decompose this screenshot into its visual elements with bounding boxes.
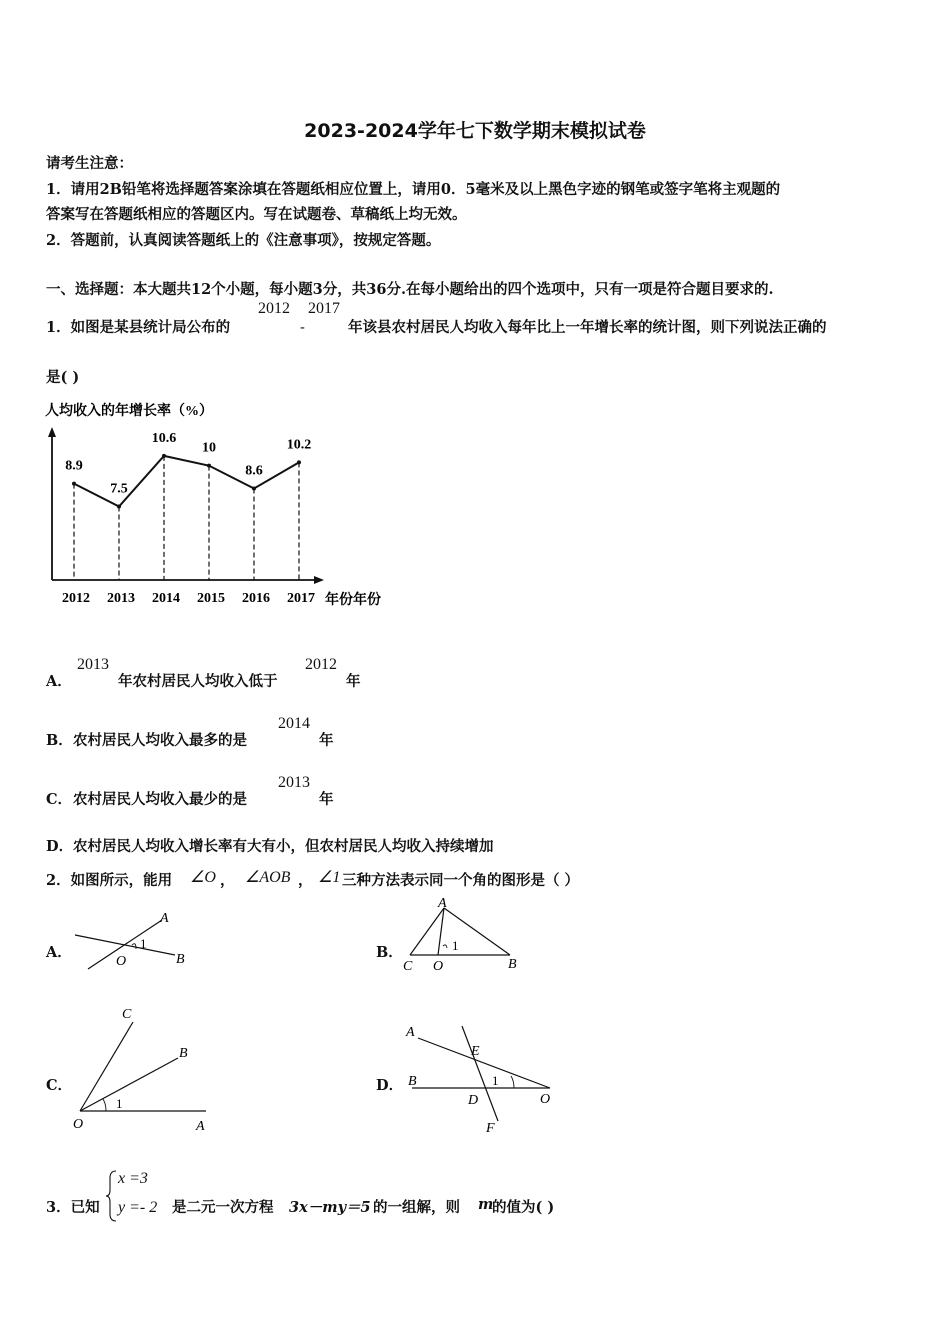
x-axis-arrow	[314, 576, 324, 584]
point-d-label: D	[468, 1093, 479, 1108]
q2-angle-o: ∠O	[190, 869, 216, 886]
q2-option-c-label: C．	[46, 1077, 73, 1094]
tick-label-2016: 2016	[242, 591, 270, 606]
q1-prefix: 1．如图是某县统计局公布的	[46, 319, 231, 336]
q3-equation: 3x－my＝5	[289, 1199, 371, 1216]
q2-figure-d	[400, 1018, 565, 1138]
data-point-2017	[297, 460, 301, 464]
q2-angle-aob: ∠AOB	[245, 869, 291, 886]
q2-suffix: 三种方法表示同一个角的图形是（ ）	[342, 872, 580, 889]
q2-option-b-label: B．	[376, 944, 403, 961]
q1-suffix: 年该县农村居民人均收入每年比上一年增长率的统计图，则下列说法正确的	[348, 319, 827, 336]
q2-prefix: 2．如图所示，能用	[46, 872, 173, 889]
data-label-2015: 10	[202, 440, 216, 456]
angle-arc	[511, 1076, 514, 1088]
q3-mid2: 的一组解，则	[373, 1199, 460, 1216]
q3-suffix: 的值为( )	[492, 1199, 555, 1216]
q2-figure-c	[68, 1000, 218, 1135]
q1-year-a: 2012	[258, 300, 290, 317]
x-axis-label: 年份年份	[325, 593, 381, 608]
q2-sep-1: ，	[220, 872, 235, 889]
section-heading: 一、选择题：本大题共12个小题，每小题3分，共36分.在每小题给出的四个选项中，只有一项是符合题目要求的.	[46, 281, 774, 298]
q1-dash: -	[300, 320, 305, 336]
q3-variable-m: m	[478, 1196, 494, 1213]
q1-option-b-label: B．	[46, 732, 73, 749]
q2-sep-2: ，	[298, 872, 313, 889]
tick-label-2014: 2014	[152, 591, 180, 606]
notice-line-2: 答案写在答题纸相应的答题区内。写在试题卷、草稿纸上均无效。	[46, 206, 467, 223]
y-axis-arrow	[48, 427, 56, 437]
point-o-label: O	[433, 959, 444, 974]
point-a-label: A	[406, 1025, 415, 1040]
point-e-label: E	[471, 1044, 480, 1059]
q2-figure-a	[70, 905, 200, 975]
angle-1-label: 1	[492, 1073, 499, 1088]
angle-arc	[443, 945, 447, 948]
point-c-label: C	[122, 1007, 132, 1022]
q1-option-b-year: 2014	[278, 715, 310, 732]
point-c-label: C	[403, 959, 413, 974]
data-label-2016: 8.6	[245, 463, 263, 479]
data-label-2014: 10.6	[151, 430, 177, 446]
angle-1-label: 1	[140, 936, 147, 951]
ray-ob	[80, 1058, 178, 1111]
point-o-label: O	[116, 954, 127, 969]
chart-title: 人均收入的年增长率（%）	[45, 404, 213, 419]
q1-option-a-year2: 2012	[305, 656, 337, 673]
point-a-label: A	[196, 1119, 205, 1134]
data-label-2013: 7.5	[110, 481, 128, 497]
q1-year-b: 2017	[308, 300, 340, 317]
q1-option-a-end: 年	[346, 673, 361, 690]
q1-option-a-year1: 2013	[77, 656, 109, 673]
notice-heading: 请考生注意：	[46, 155, 133, 172]
data-point-2015	[207, 464, 211, 468]
q2-angle-1: ∠1	[318, 869, 341, 886]
data-point-2013	[117, 505, 121, 509]
q1-option-c-year: 2013	[278, 774, 310, 791]
q3-prefix: 3．已知	[46, 1199, 100, 1216]
q1-option-a-label: A．	[46, 673, 72, 690]
angle-1-label: 1	[116, 1096, 123, 1111]
data-label-2012: 8.9	[65, 458, 83, 474]
notice-line-3: 2．答题前，认真阅读答题纸上的《注意事项》，按规定答题。	[46, 232, 441, 249]
point-o-label: O	[73, 1117, 84, 1132]
point-b-label: B	[508, 957, 517, 972]
data-label-2017: 10.2	[286, 437, 312, 453]
angle-1-label: 1	[452, 938, 459, 953]
data-point-2016	[252, 487, 256, 491]
q2-option-d-label: D．	[376, 1077, 404, 1094]
q2-option-a-label: A．	[46, 944, 72, 961]
tick-label-2013: 2013	[107, 591, 135, 606]
data-point-2012	[72, 482, 76, 486]
angle-arc	[103, 1099, 106, 1111]
tick-label-2015: 2015	[197, 591, 225, 606]
tick-label-2017: 2017	[287, 591, 315, 606]
ray-oc	[80, 1022, 133, 1111]
q2-figure-b	[400, 893, 530, 975]
notice-line-1: 1．请用2B铅笔将选择题答案涂填在答题纸相应位置上，请用0．5毫米及以上黑色字迹的钢笔或签字笔将主观题的	[46, 181, 781, 198]
point-a-label: A	[438, 896, 447, 911]
tick-label-2012: 2012	[62, 591, 90, 606]
series-line	[74, 456, 299, 507]
q1-option-c-label: C．	[46, 791, 73, 808]
q3-mid: 是二元一次方程	[172, 1199, 274, 1216]
point-b-label: B	[408, 1074, 417, 1089]
q3-equation-x: x =3	[118, 1170, 148, 1187]
q1-line2: 是( )	[46, 369, 80, 386]
q1-option-c-end: 年	[319, 791, 334, 808]
growth-rate-chart	[40, 395, 400, 620]
point-b-label: B	[176, 952, 185, 967]
point-b-label: B	[179, 1046, 188, 1061]
q3-equation-y: y =- 2	[118, 1199, 158, 1216]
q1-option-d-label: D．	[46, 838, 74, 855]
point-f-label: F	[486, 1121, 495, 1136]
point-a-label: A	[160, 911, 169, 926]
q1-option-c-text: 农村居民人均收入最少的是	[73, 791, 247, 808]
q1-option-a-text: 年农村居民人均收入低于	[118, 673, 278, 690]
q1-option-d-text: 农村居民人均收入增长率有大有小，但农村居民人均收入持续增加	[73, 838, 494, 855]
point-o-label: O	[540, 1092, 551, 1107]
line-ao	[418, 1038, 550, 1088]
q1-option-b-text: 农村居民人均收入最多的是	[73, 732, 247, 749]
data-point-2014	[162, 454, 166, 458]
page-title: 2023-2024学年七下数学期末模拟试卷	[304, 120, 646, 142]
q1-option-b-end: 年	[319, 732, 334, 749]
